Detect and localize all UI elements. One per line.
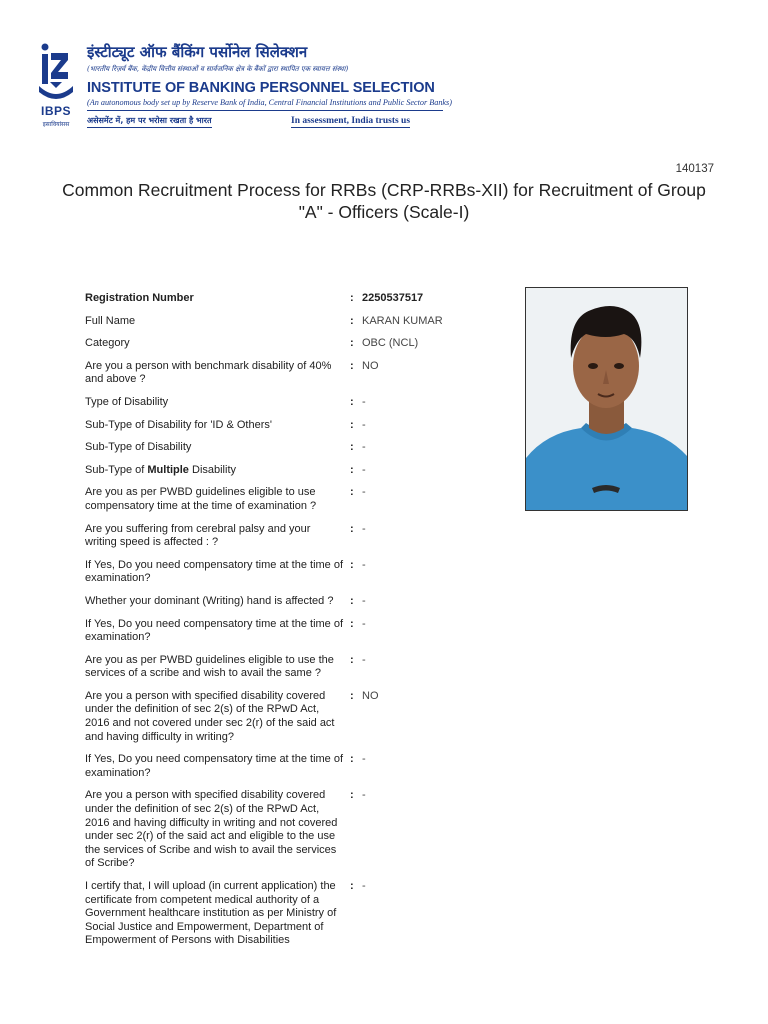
detail-label: Full Name (85, 314, 136, 327)
detail-row-registration-number (85, 292, 485, 306)
detail-row-scribe-services (85, 654, 485, 681)
detail-row-subtype-multiple (85, 464, 485, 478)
detail-value: - (362, 522, 366, 535)
org-name: INSTITUTE OF BANKING PERSONNEL SELECTION (87, 80, 435, 96)
detail-colon: : (350, 653, 354, 666)
detail-row-specified-disability-scribe (85, 789, 485, 871)
detail-row-compensatory-time-2 (85, 559, 485, 586)
header-divider (87, 110, 443, 111)
detail-value: - (362, 753, 366, 766)
detail-colon: : (350, 753, 354, 766)
detail-row-specified-disability (85, 690, 485, 744)
detail-row-full-name (85, 315, 485, 329)
detail-value: KARAN KUMAR (362, 314, 443, 327)
label-emphasis: Multiple (147, 463, 189, 476)
detail-value: - (362, 594, 366, 607)
detail-label: If Yes, Do you need compensatory time at the time of examination? (85, 558, 344, 585)
detail-colon: : (350, 789, 354, 802)
detail-colon: : (350, 594, 354, 607)
detail-colon: : (350, 314, 354, 327)
detail-value: - (362, 418, 366, 431)
detail-colon: : (350, 395, 354, 408)
detail-colon: : (350, 441, 354, 454)
detail-label: If Yes, Do you need compensatory time at the time of examination? (85, 753, 344, 779)
document-title: Common Recruitment Process for RRBs (CRP-RRBs-XII) for Recruitment of Group "A" - Officers (Scale-I) (62, 180, 706, 222)
detail-colon: : (350, 486, 354, 499)
detail-value: - (362, 617, 366, 630)
detail-label: Are you as per PWBD guidelines eligible to use compensatory time at the time of examination ? (85, 486, 317, 512)
detail-colon: : (350, 522, 354, 535)
detail-row-type-of-disability (85, 396, 485, 410)
detail-label: Whether your dominant (Writing) hand is affected ? (85, 594, 334, 607)
ibps-emblem-icon (36, 42, 76, 104)
detail-colon: : (350, 689, 354, 702)
detail-label: Are you a person with specified disability covered under the definition of sec 2(s) of the RPwD Act, 2016 and not covered under sec 2(r) of the said act and having difficulty in writing? (85, 689, 335, 743)
org-description: (An autonomous body set up by Reserve Bank of India, Central Financial Institutions and Public Sector Banks) (87, 98, 452, 107)
detail-label: Type of Disability (85, 395, 169, 408)
tagline: In assessment, India trusts us (291, 116, 411, 126)
detail-row-benchmark-disability (85, 360, 485, 387)
ibps-logo (36, 42, 76, 132)
detail-label: I certify that, I will upload (in current application) the certificate from competent medical authority of a Government healthcare institution as per Ministry of Social Justice and Empowerment, Department of Empowerment of Persons with Disabilities (85, 880, 337, 947)
detail-row-dominant-hand (85, 595, 485, 609)
ibps-header (36, 42, 452, 134)
detail-label: Are you a person with specified disability covered under the definition of sec 2(s) of the RPwD Act, 2016 and having difficulty in writing and not covered under sec 2(r) of the said act and eligible to the use the services of Scribe and wish to avail the services of Scribe? (85, 789, 338, 870)
detail-value: OBC (NCL) (362, 337, 419, 350)
detail-row-category (85, 337, 485, 351)
logo-subtext: इसावियांसस (42, 121, 70, 128)
detail-value: - (362, 789, 366, 802)
detail-row-compensatory-time-3 (85, 618, 485, 645)
detail-value: - (362, 653, 366, 666)
detail-label: Are you as per PWBD guidelines eligible to use the services of a scribe and wish to avail the same ? (85, 653, 334, 680)
detail-row-certificate-upload (85, 880, 485, 948)
tagline-hindi: असेसमेंट में, हम पर भरोसा रखता है भारत (87, 115, 212, 128)
detail-row-cerebral-palsy (85, 523, 485, 550)
detail-row-subtype-disability (85, 441, 485, 455)
candidate-portrait-icon (526, 288, 687, 510)
detail-colon: : (350, 617, 354, 630)
label-prefix: Sub-Type of (85, 463, 148, 476)
detail-colon: : (350, 359, 354, 372)
logo-text: IBPS (40, 104, 71, 118)
detail-value: - (362, 441, 366, 454)
detail-colon: : (350, 880, 354, 892)
detail-colon: : (350, 418, 354, 431)
detail-label: If Yes, Do you need compensatory time at the time of examination? (85, 617, 344, 644)
detail-value: - (362, 486, 366, 499)
org-name-hindi: इंस्टीट्यूट ऑफ बैंकिंग पर्सोनेल सिलेक्शन (87, 43, 308, 61)
detail-colon: : (350, 292, 354, 304)
detail-row-subtype-id-others (85, 419, 485, 433)
label-suffix: Disability (188, 463, 237, 476)
candidate-details (85, 292, 485, 957)
detail-colon: : (350, 463, 354, 476)
detail-colon: : (350, 337, 354, 350)
detail-row-compensatory-time-4 (85, 753, 485, 780)
detail-label: Registration Number (85, 292, 194, 304)
detail-value: NO (362, 359, 379, 372)
detail-value: - (362, 558, 366, 571)
detail-label: Sub-Type of Disability (85, 441, 192, 454)
detail-label (85, 464, 344, 478)
detail-value: - (362, 463, 366, 476)
detail-label: Are you suffering from cerebral palsy and your writing speed is affected : ? (85, 522, 311, 549)
detail-label: Are you a person with benchmark disability of 40% and above ? (85, 359, 332, 386)
detail-label: Category (85, 337, 130, 350)
detail-label: Sub-Type of Disability for 'ID & Others' (85, 418, 272, 431)
detail-value: - (362, 880, 366, 892)
document-id: 140137 (675, 163, 714, 175)
candidate-photo (525, 287, 688, 511)
detail-value: NO (362, 689, 379, 702)
org-desc-hindi: (भारतीय रिज़र्व बैंक, केंद्रीय वित्तीय संस्थाओं व सार्वजनिक क्षेत्र के बैंकों द्वारा स्थापित एक स्वायत्त संस्था) (87, 65, 349, 73)
detail-value: 2250537517 (362, 292, 424, 304)
detail-value: - (362, 395, 366, 408)
detail-row-compensatory-time (85, 486, 485, 513)
detail-colon: : (350, 558, 354, 571)
